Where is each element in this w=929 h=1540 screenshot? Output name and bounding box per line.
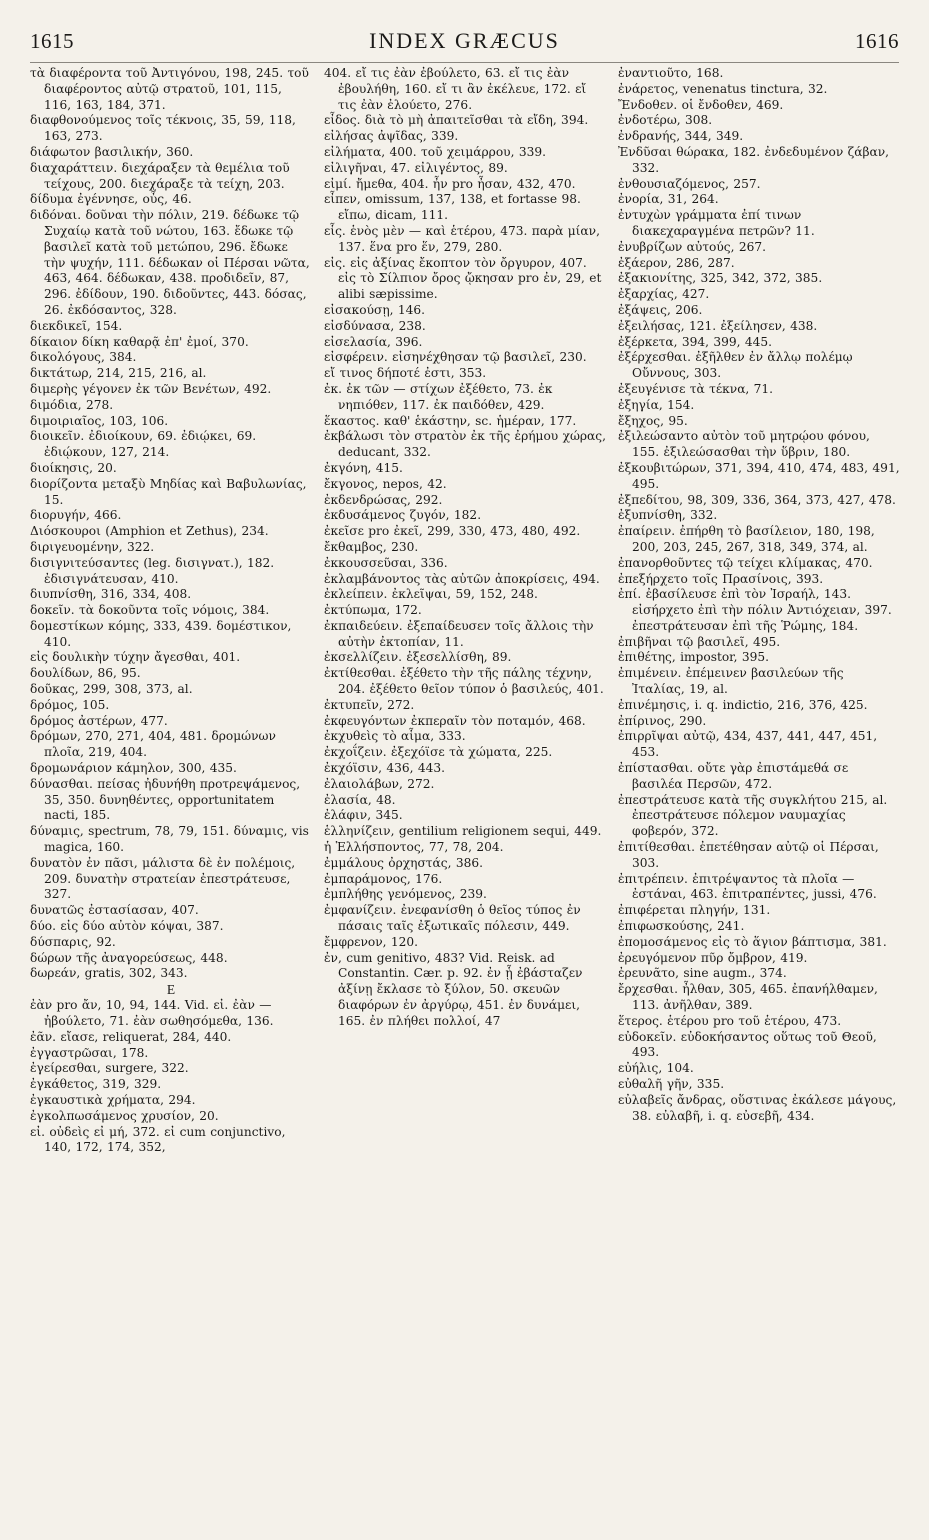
index-entry: δομεστίκων κόμης, 333, 439. δομέστικον, 410. <box>30 618 292 649</box>
index-entry: ἐκγόνη, 415. <box>324 460 403 475</box>
index-entry: ἐκδυσάμενος ζυγόν, 182. <box>324 508 482 523</box>
index-entry: διμόδια, 278. <box>30 397 114 412</box>
index-entry: ἐμπλήθης γενόμενος, 239. <box>324 887 487 902</box>
index-entry: δισιγνιτεύσαντες (leg. δισιγνατ.), 182. ἐδισιγνάτευσαν, 410. <box>30 555 275 586</box>
index-entry: διμοιριαῖος, 103, 106. <box>30 413 169 428</box>
index-entry: δοκεῖν. τὰ δοκοῦντα τοῖς νόμοις, 384. <box>30 603 270 618</box>
index-entry: ἐγκολπωσάμενος χρυσίον, 20. <box>30 1108 219 1123</box>
index-entry: ἐλασία, 48. <box>324 792 396 807</box>
index-entry: ἐντυχὼν γράμματα ἐπί τινων διακεχαραγμένα πετρῶν? 11. <box>618 208 815 238</box>
index-entry: ἕτερος. ἑτέρου pro τοῦ ἑτέρου, 473. <box>618 1013 842 1028</box>
index-entry: ἐπαίρειν. ἐπήρθη τὸ βασίλειον, 180, 198, 200, 203, 245, 267, 318, 349, 374, al. <box>618 524 875 554</box>
index-entry: εἰσφέρειν. εἰσηνέχθησαν τῷ βασιλεῖ, 230. <box>324 350 587 365</box>
index-entry: ἐξευγένισε τὰ τέκνα, 71. <box>618 381 774 396</box>
index-entry: ἐρευνᾶτο, sine augm., 374. <box>618 966 787 981</box>
index-entry: δύνασθαι. πείσας ἠδυνήθη προτρεψάμενος, 35, 350. δυνηθέντες, opportunitatem nacti, 185. <box>30 776 301 823</box>
index-entry: ἐκλαμβάνοντος τὰς αὐτῶν ἀποκρίσεις, 494. <box>324 571 600 586</box>
index-entry: ἐνυβρίζων αὐτούς, 267. <box>618 239 767 254</box>
index-entry: εἰσδύνασα, 238. <box>324 318 426 333</box>
index-entry: δικολόγους, 384. <box>30 350 137 365</box>
index-entry: εἰσακούσῃ, 146. <box>324 302 426 317</box>
index-entry: ἐκλείπειν. ἐκλεῖψαι, 59, 152, 248. <box>324 587 538 602</box>
index-entry: ἐκκουσσεῦσαι, 336. <box>324 555 448 570</box>
index-entry: ἐναντιοῦτο, 168. <box>618 66 724 80</box>
index-entry: δουλίδων, 86, 95. <box>30 666 141 681</box>
index-entry: διεκδικεῖ, 154. <box>30 318 123 333</box>
index-entry: ἐπιφωσκούσης, 241. <box>618 919 745 934</box>
index-entry: ἐκπαιδεύειν. ἐξεπαίδευσεν τοῖς ἄλλοις τὴν αὐτὴν ἐκτοπίαν, 11. <box>324 618 594 649</box>
index-entry: ἐνθουσιαζόμενος, 257. <box>618 176 761 191</box>
index-entry: ἐπίστασθαι. οὔτε γὰρ ἐπιστάμεθά σε βασιλέα Περσῶν, 472. <box>618 761 849 791</box>
index-entry: ἐκβάλωσι τὸν στρατὸν ἐκ τῆς ἐρήμου χώρας, deducant, 332. <box>324 429 606 460</box>
index-entry: εὐλαβεῖς ἄνδρας, οὕστινας ἐκάλεσε μάγους, 38. εὐλαβῆ, i. q. εὐσεβῆ, 434. <box>618 1092 897 1123</box>
index-entry: ἐκχόϊσιν, 436, 443. <box>324 761 446 776</box>
index-entry: ἐπεστράτευσε κατὰ τῆς συγκλήτου 215, al. ἐπεστράτευσε πόλεμον ναυμαχίας φοβερόν, 372. <box>618 792 888 839</box>
index-entry: δίδυμα ἐγέννησε, οὖς, 46. <box>30 192 192 207</box>
index-entry: δυνατῶς ἐστασίασαν, 407. <box>30 903 199 918</box>
index-entry: διορίζοντα μεταξὺ Μηδίας καὶ Βαβυλωνίας, 15. <box>30 476 307 507</box>
index-entry: εἶπεν, omissum, 137, 138, et fortasse 98. εἴπω, dicam, 111. <box>324 192 581 223</box>
page-header <box>30 28 899 58</box>
index-entry: δίκαιον δίκη καθαρᾷ ἐπ' ἐμοί, 370. <box>30 334 249 349</box>
index-entry: ἐνάρετος, venenatus tinctura, 32. <box>618 81 828 96</box>
index-entry: ἐπίρινος, 290. <box>618 713 707 728</box>
index-entry: εἰ. οὐδεὶς εἰ μή, 372. εἰ cum conjunctivo, 140, 172, 174, 352, <box>30 1124 286 1155</box>
index-entry: ἐξηγία, 154. <box>618 397 695 412</box>
index-entry: ἐνδοτέρω, 308. <box>618 113 713 128</box>
index-entry: ἐξάψεις, 206. <box>618 302 703 317</box>
index-entry: ἐκχοΐζειν. ἐξεχόϊσε τὰ χώματα, 225. <box>324 745 553 760</box>
index-entry: ἐπιρρῖψαι αὐτῷ, 434, 437, 441, 447, 451, 453. <box>618 729 878 760</box>
index-entry: Διόσκουροι (Amphion et Zethus), 234. <box>30 524 269 539</box>
section-letter: E <box>166 982 176 998</box>
index-entry: ἐπομοσάμενος εἰς τὸ ἅγιον βάπτισμα, 381. <box>618 934 887 949</box>
index-entry: διάφωτον βασιλικήν, 360. <box>30 144 194 159</box>
index-entry: ἐκδενδρώσας, 292. <box>324 492 443 507</box>
index-entry: ἐγκαυστικὰ χρήματα, 294. <box>30 1093 196 1107</box>
index-entry: εἰλιγῆναι, 47. εἰλιγέντος, 89. <box>324 160 508 175</box>
index-entry: τὰ διαφέροντα τοῦ Ἀντιγόνου, 198, 245. τοῦ διαφέροντος αὐτῷ στρατοῦ, 101, 115, 116, 163, 184, 371. <box>30 66 309 112</box>
index-entry: ἐπιτίθεσθαι. ἐπετέθησαν αὐτῷ οἱ Πέρσαι, 303. <box>618 840 879 870</box>
index-entry: διοίκησις, 20. <box>30 460 117 475</box>
index-entry: δύσπαρις, 92. <box>30 934 116 949</box>
index-entry: ἐξπεδίτου, 98, 309, 336, 364, 373, 427, 478. <box>618 492 896 507</box>
index-entry: δώρων τῆς ἀναγορεύσεως, 448. <box>30 950 228 965</box>
index-entry: ἐπιτρέπειν. ἐπιτρέψαντος τὰ πλοῖα — ἐστάναι, 463. ἐπιτραπέντες, jussi, 476. <box>618 871 877 902</box>
index-entry: δωρεάν, gratis, 302, 343. <box>30 966 188 981</box>
index-entry: δοῦκας, 299, 308, 373, al. <box>30 682 193 697</box>
index-entry: διριγευομένην, 322. <box>30 539 155 554</box>
index-entry: ἑλληνίζειν, gentilium religionem sequi, 449. <box>324 824 602 839</box>
index-entry: εἶδος. διὰ τὸ μὴ ἀπαιτεῖσθαι τὰ εἴδη, 394. <box>324 113 589 128</box>
index-entry: ἐπί. ἐβασίλευσε ἐπὶ τὸν Ἰσραήλ, 143. εἰσήρχετο ἐπὶ τὴν πόλιν Ἀντιόχειαν, 397. ἐπεστράτευσαν ἐπὶ τῆς Ῥώμης, 184. <box>618 587 892 633</box>
index-entry: εὐδοκεῖν. εὐδοκήσαντος οὕτως τοῦ Θεοῦ, 493. <box>618 1029 877 1060</box>
index-entry: ἐκσελλίζειν. ἐξεσελλίσθη, 89. <box>324 650 512 665</box>
index-entry: ἐπινέμησις, i. q. indictio, 216, 376, 425. <box>618 697 868 712</box>
index-entry: εἰς. εἰς ἀξίνας ἔκοπτον τὸν ὄργυρον, 407. εἰς τὸ Σίλπιον ὄρος ᾤκησαν pro ἐν, 29, et alibi sæpissime. <box>324 255 602 302</box>
index-entry: εἰλήματα, 400. τοῦ χειμάρρου, 339. <box>324 144 546 159</box>
index-entry: εἰμί. ἤμεθα, 404. ἦν pro ἦσαν, 432, 470. <box>324 176 576 191</box>
index-entry: ἐλάφιν, 345. <box>324 808 403 823</box>
index-entry: δύο. εἰς δύο αὐτὸν κόψαι, 387. <box>30 919 224 934</box>
index-column-2 <box>324 66 606 1526</box>
index-entry: ἐξαρχίας, 427. <box>618 287 710 302</box>
index-entry: διορυγήν, 466. <box>30 508 122 523</box>
index-entry: δυνατὸν ἐν πᾶσι, μάλιστα δὲ ἐν πολέμοις, 209. δυνατὴν στρατείαν ἐπεστράτευσε, 327. <box>30 855 296 902</box>
index-entry: εἷς. ἑνὸς μὲν — καὶ ἑτέρου, 473. παρὰ μίαν, 137. ἕνα pro ἕν, 279, 280. <box>324 223 600 254</box>
index-entry: ἐπεξήρχετο τοῖς Πρασίνοις, 393. <box>618 571 824 586</box>
index-entry: ἐκχυθεὶς τὸ αἷμα, 333. <box>324 729 466 744</box>
index-entry: ἐγείρεσθαι, surgere, 322. <box>30 1061 189 1076</box>
index-entry: ἐπιθέτης, impostor, 395. <box>618 650 770 665</box>
index-entry: ἐὰν pro ἄν, 10, 94, 144. Vid. εἰ. ἐὰν — ἠβούλετο, 71. ἐὰν σωθησόμεθα, 136. <box>30 998 274 1029</box>
index-entry: ἐρευγόμενον πῦρ ὄμβρον, 419. <box>618 950 808 965</box>
index-entry: ἐμπαράμονος, 176. <box>324 871 443 886</box>
index-entry: δικτάτωρ, 214, 215, 216, al. <box>30 366 207 381</box>
page-number-right: 1616 <box>854 29 899 53</box>
index-entry: διαχαράττειν. διεχάραξεν τὰ θεμέλια τοῦ τείχους, 200. διεχάραξε τὰ τείχη, 203. <box>30 160 290 191</box>
index-entry: ἐπανορθοῦντες τῷ τείχει κλίμακας, 470. <box>618 555 873 570</box>
index-entry: ἐκεῖσε pro ἐκεῖ, 299, 330, 473, 480, 492. <box>324 524 581 539</box>
index-column-1 <box>30 66 312 1526</box>
index-entry: διμερὴς γέγονεν ἐκ τῶν Βενέτων, 492. <box>30 381 272 396</box>
index-entry: ἐξάερον, 286, 287. <box>618 255 735 270</box>
index-entry: δύναμις, spectrum, 78, 79, 151. δύναμις, vis magica, 160. <box>30 824 309 855</box>
index-entry: διοικεῖν. ἐδιοίκουν, 69. ἐδιῴκει, 69. ἐδιῴκουν, 127, 214. <box>30 429 257 460</box>
index-entry: ἔξηχος, 95. <box>618 413 688 428</box>
index-entry: ἡ Ἑλλήσποντος, 77, 78, 204. <box>324 840 504 855</box>
index-entry: διυπνίσθη, 316, 334, 408. <box>30 587 192 602</box>
index-entry: ἐξέρκετα, 394, 399, 445. <box>618 334 773 349</box>
index-entry: ἐγκάθετος, 319, 329. <box>30 1077 162 1092</box>
index-column-3 <box>618 66 900 1526</box>
index-entry: δρόμος, 105. <box>30 697 110 712</box>
index-entry: Ἔνδοθεν. οἱ ἔνδοθεν, 469. <box>618 97 784 112</box>
index-entry: ἐξακιονίτης, 325, 342, 372, 385. <box>618 271 823 286</box>
index-entry: δρόμος ἀστέρων, 477. <box>30 713 168 728</box>
index-entry: ἐπιβῆναι τῷ βασιλεῖ, 495. <box>618 634 781 649</box>
index-entry: ἐξιλεώσαντο αὐτὸν τοῦ μητρῴου φόνου, 155. ἐξιλεώσασθαι τὴν ὕβριν, 180. <box>618 429 870 460</box>
index-entry: ἐνδρανής, 344, 349. <box>618 129 744 144</box>
index-entry: ἐκτίθεσθαι. ἐξέθετο τὴν τῆς πάλης τέχνην, 204. ἐξέθετο θεῖον τύπον ὁ βασιλεύς, 401. <box>324 666 604 697</box>
index-entry: εἰλήσας ἀψῖδας, 339. <box>324 129 459 144</box>
index-entry: ἐκ. ἐκ τῶν — στίχων ἐξέθετο, 73. ἐκ νηπιόθεν, 117. ἐκ παιδόθεν, 429. <box>324 381 553 412</box>
index-entry: ἐλαιολάβων, 272. <box>324 776 435 791</box>
index-entry: ἐξειλήσας, 121. ἐξείλησεν, 438. <box>618 318 818 333</box>
index-entry: εὐθαλῆ γῆν, 335. <box>618 1077 725 1091</box>
index-entry: ἐᾶν. εἴασε, reliquerat, 284, 440. <box>30 1029 232 1044</box>
index-entry: ἐκφευγόντων ἐκπεραῖν τὸν ποταμόν, 468. <box>324 713 586 728</box>
index-entry: εἰσελασία, 396. <box>324 334 423 349</box>
index-entry: δρόμων, 270, 271, 404, 481. δρομώνων πλοῖα, 219, 404. <box>30 729 276 760</box>
index-entry: ἐξκουβιτώρων, 371, 394, 410, 474, 483, 491, 495. <box>618 460 900 491</box>
index-entry: ἐν, cum genitivo, 483? Vid. Reisk. ad Constantin. Cær. p. 92. ἐν ᾗ ἐβάσταζεν ἀξίνῃ ἔκλασε τὸ ξύλον, 50. σκευῶν διαφόρων ἐν ἀργύρῳ, 451. ἐν δυνάμει, 165. ἐν πλήθει πολλοί, 47 <box>324 950 583 1028</box>
index-entry: ἐξέρχεσθαι. ἐξῆλθεν ἐν ἄλλῳ πολέμῳ Οὔννους, 303. <box>618 350 853 381</box>
index-entry: ἔκγονος, nepos, 42. <box>324 476 447 491</box>
index-entry: εἴ τινος δήποτέ ἐστι, 353. <box>324 366 487 381</box>
index-entry: διαφθονούμενος τοῖς τέκνοις, 35, 59, 118, 163, 273. <box>30 113 296 144</box>
index-entry: εὐήλις, 104. <box>618 1061 694 1076</box>
index-entry: εἰς δουλικὴν τύχην ἄγεσθαι, 401. <box>30 650 241 665</box>
page-title: INDEX GRÆCUS <box>369 28 560 53</box>
index-entry: 404. εἴ τις ἐὰν ἐβούλετο, 63. εἴ τις ἐὰν ἐβουλήθη, 160. εἴ τι ἂν ἐκέλευε, 172. εἴ τις ἐὰν ἐλούετο, 276. <box>324 66 587 112</box>
index-entry: ἐκτυπεῖν, 272. <box>324 697 415 712</box>
index-entry: Ἐνδῦσαι θώρακα, 182. ἐνδεδυμένον ζάβαν, 332. <box>618 144 890 175</box>
page-number-left: 1615 <box>30 29 74 53</box>
index-columns <box>30 66 900 1526</box>
index-entry: ἔρχεσθαι. ἦλθαν, 305, 465. ἐπανήλθαμεν, 113. ἀνῆλθαν, 389. <box>618 982 878 1013</box>
index-entry: δρομωνάριον κάμηλον, 300, 435. <box>30 761 237 776</box>
index-entry: ἐγγαστρῶσαι, 178. <box>30 1045 149 1060</box>
index-entry: διδόναι. δοῦναι τὴν πόλιν, 219. δέδωκε τῷ Συχαίῳ κατὰ τοῦ νώτου, 163. ἔδωκε τῷ βασιλεῖ κατὰ τοῦ μετώπου, 296. ἔδωκε τὴν ψυχήν, 111. δέδωκαν οἱ Πέρσαι νῶτα, 463, 464. δέδωκαν, 438. προδιδεῖν, 87, 296. ἐδίδουν, 190. διδοῦντες, 443. δόσας, 26. ἐκδόσαντος, 328. <box>30 208 310 317</box>
index-entry: ἐμφανίζειν. ἐνεφανίσθη ὁ θεῖος τύπος ἐν πάσαις ταῖς ἐξωτικαῖς πόλεσιν, 449. <box>324 903 581 934</box>
index-entry: ἔκθαμβος, 230. <box>324 539 419 554</box>
index-entry: ἐνορία, 31, 264. <box>618 192 719 207</box>
index-entry: ἕκαστος. καθ' ἑκάστην, sc. ἡμέραν, 177. <box>324 413 577 428</box>
index-entry: ἐξυπνίσθη, 332. <box>618 508 718 523</box>
index-entry: ἐμμάλους ὀρχηστάς, 386. <box>324 855 483 870</box>
index-entry: ἐπιμένειν. ἐπέμεινεν βασιλεύων τῆς Ἰταλίας, 19, al. <box>618 666 844 697</box>
index-entry: ἔμφρενον, 120. <box>324 934 419 949</box>
index-entry: ἐπιφέρεται πληγήν, 131. <box>618 903 771 918</box>
index-entry: ἐκτύπωμα, 172. <box>324 603 422 618</box>
header-rule <box>30 62 899 63</box>
